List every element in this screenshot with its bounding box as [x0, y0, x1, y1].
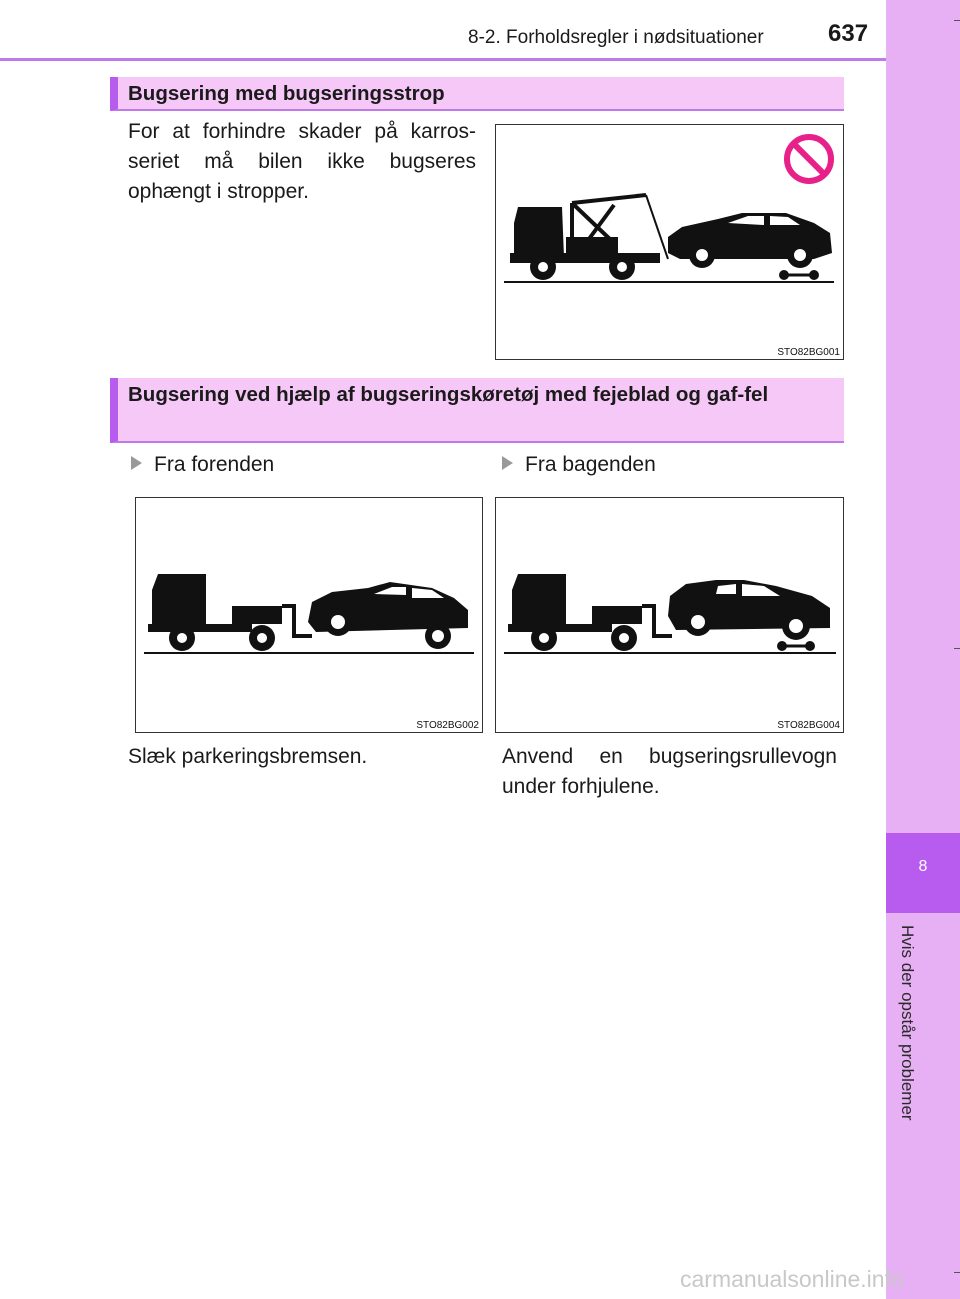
tow-rear-illustration [496, 498, 843, 732]
towed-car [668, 580, 830, 651]
label-from-rear: Fra bagenden [502, 453, 656, 477]
figure-strap-tow [495, 124, 844, 360]
strap-tow-illustration [496, 125, 843, 359]
figure-tow-rear [495, 497, 844, 733]
label-from-front: Fra forenden [131, 453, 274, 477]
section-heading-strap: Bugsering med bugseringsstrop [110, 77, 844, 111]
tow-truck [510, 195, 668, 280]
tow-truck [508, 574, 672, 651]
figure-code: STO82BG001 [777, 347, 840, 358]
page-number: 637 [828, 20, 869, 47]
caption-rear: Anvend en bugseringsrullevogn under forhjulene. [502, 745, 837, 798]
watermark: carmanualsonline.info [680, 1266, 904, 1292]
strap-warning-text: For at forhindre skader på karros-seriet må bilen ikke bugseres ophængt i stropper. [128, 120, 476, 203]
section-heading-wheel-lift: Bugsering ved hjælp af bugseringskøretøj med fejeblad og gaf-fel [110, 378, 844, 443]
prohibited-icon [787, 137, 831, 181]
figure-code: STO82BG002 [416, 720, 479, 731]
crop-mark [954, 648, 960, 649]
tow-front-illustration [136, 498, 482, 732]
tow-truck [148, 574, 312, 651]
figure-code: STO82BG004 [777, 720, 840, 731]
chapter-title: Hvis der opstår problemer [898, 925, 917, 1121]
triangle-arrow-icon [502, 456, 513, 470]
towed-car [668, 213, 832, 280]
triangle-arrow-icon [131, 456, 142, 470]
towed-car [308, 582, 468, 649]
figure-tow-front [135, 497, 483, 733]
running-header: 8-2. Forholdsregler i nødsituationer [468, 27, 764, 48]
crop-mark [954, 20, 960, 21]
caption-front: Slæk parkeringsbremsen. [128, 745, 368, 768]
header-rule [0, 58, 886, 61]
chapter-tab[interactable]: 8 [886, 833, 960, 913]
crop-mark [954, 1272, 960, 1273]
